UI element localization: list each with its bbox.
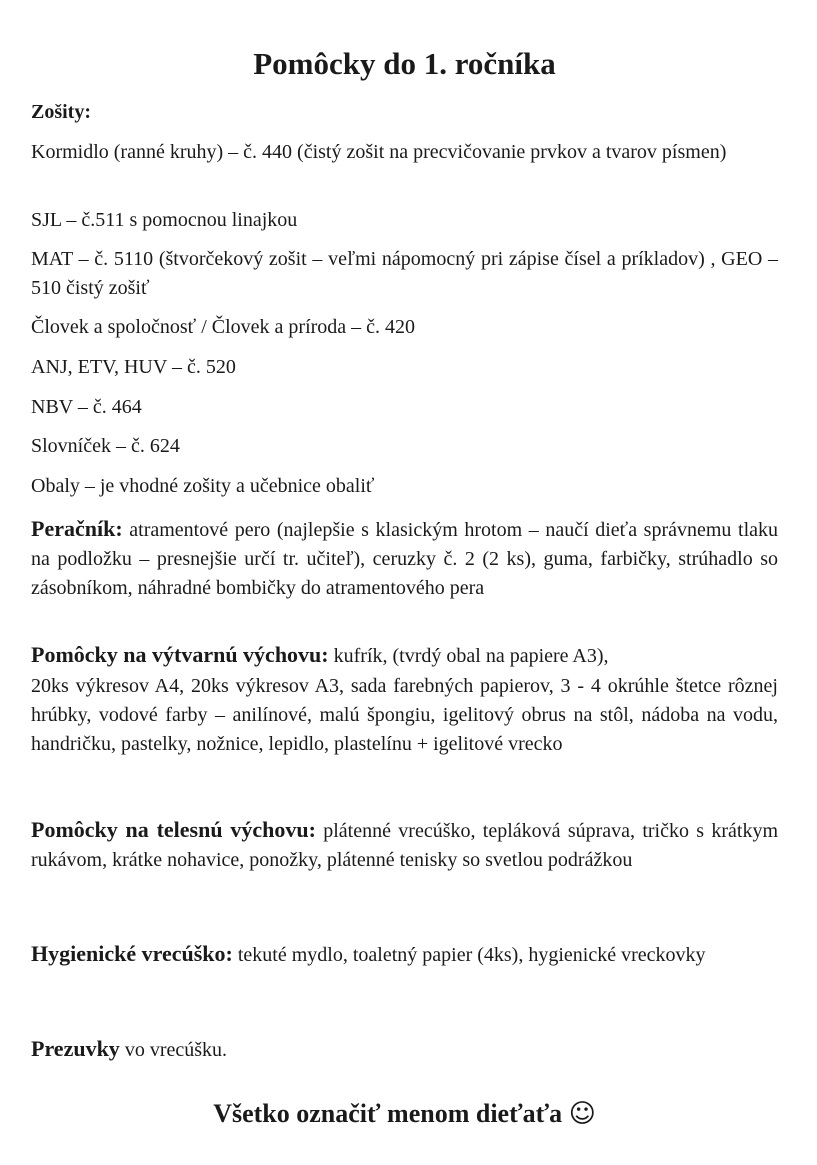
zosit-item: Slovníček – č. 624 <box>31 435 180 457</box>
vytvarna-label: Pomôcky na výtvarnú výchovu: <box>31 642 329 667</box>
peracnik-label: Peračník: <box>31 516 123 541</box>
zosit-item: Kormidlo (ranné kruhy) – č. 440 (čistý zošit na precvičovanie prvkov a tvarov písmen) <box>31 141 727 163</box>
zosit-item: NBV – č. 464 <box>31 396 142 418</box>
zosit-item: Obaly – je vhodné zošity a učebnice obaliť <box>31 475 375 497</box>
zosit-item: SJL – č.511 s pomocnou linajkou <box>31 209 298 231</box>
zosit-item: MAT – č. 5110 (štvorčekový zošit – veľmi nápomocný pri zápise čísel a príkladov) , GEO – 510 čistý zošiť <box>31 248 778 299</box>
smiley-icon: ☺ <box>568 1099 596 1129</box>
hygiena-label: Hygienické vrecúško: <box>31 941 233 966</box>
vytvarna-text-first: kufrík, (tvrdý obal na papiere A3), <box>333 645 609 667</box>
section-peracnik <box>31 514 778 603</box>
zosit-item: Človek a spoločnosť / Človek a príroda – č. 420 <box>31 316 416 338</box>
footer-note <box>31 1096 778 1132</box>
zosit-item: ANJ, ETV, HUV – č. 520 <box>31 356 236 378</box>
prezuvky-label: Prezuvky <box>31 1036 120 1061</box>
section-vytvarna <box>31 640 778 671</box>
footer-text: Všetko označiť menom dieťaťa <box>213 1099 563 1128</box>
section-hygiena <box>31 939 778 970</box>
peracnik-text: atramentové pero (najlepšie s klasickým hrotom – naučí dieťa správnemu tlaku na podložku – presnejšie určí tr. učiteľ), ceruzky č. 2 (2 ks), guma, farbičky, strúhadlo so zásobníkom, náhradné bombičky do atramentového pera <box>31 519 779 599</box>
page-title: Pomôcky do 1. ročníka <box>253 46 556 81</box>
vytvarna-text-rest: 20ks výkresov A4, 20ks výkresov A3, sada farebných papierov, 3 - 4 okrúhle štetce rôznej hrúbky, vodové farby – anilínové, malú špongiu, igelitový obrus na stôl, nádoba na vodu, handričku, pastelky, nožnice, lepidlo, plastelínu + igelitové vrecko <box>31 675 778 755</box>
section-telesna <box>31 815 778 875</box>
section-heading-zosity: Zošity: <box>31 101 91 123</box>
section-prezuvky <box>31 1034 778 1065</box>
telesna-label: Pomôcky na telesnú výchovu: <box>31 817 316 842</box>
telesna-text: plátenné vrecúško, tepláková súprava, tričko s krátkym rukávom, krátke nohavice, ponožky, plátenné tenisky so svetlou podrážkou <box>31 820 778 871</box>
hygiena-text: tekuté mydlo, toaletný papier (4ks), hygienické vreckovky <box>237 944 706 966</box>
prezuvky-text: vo vrecúšku. <box>124 1039 228 1061</box>
